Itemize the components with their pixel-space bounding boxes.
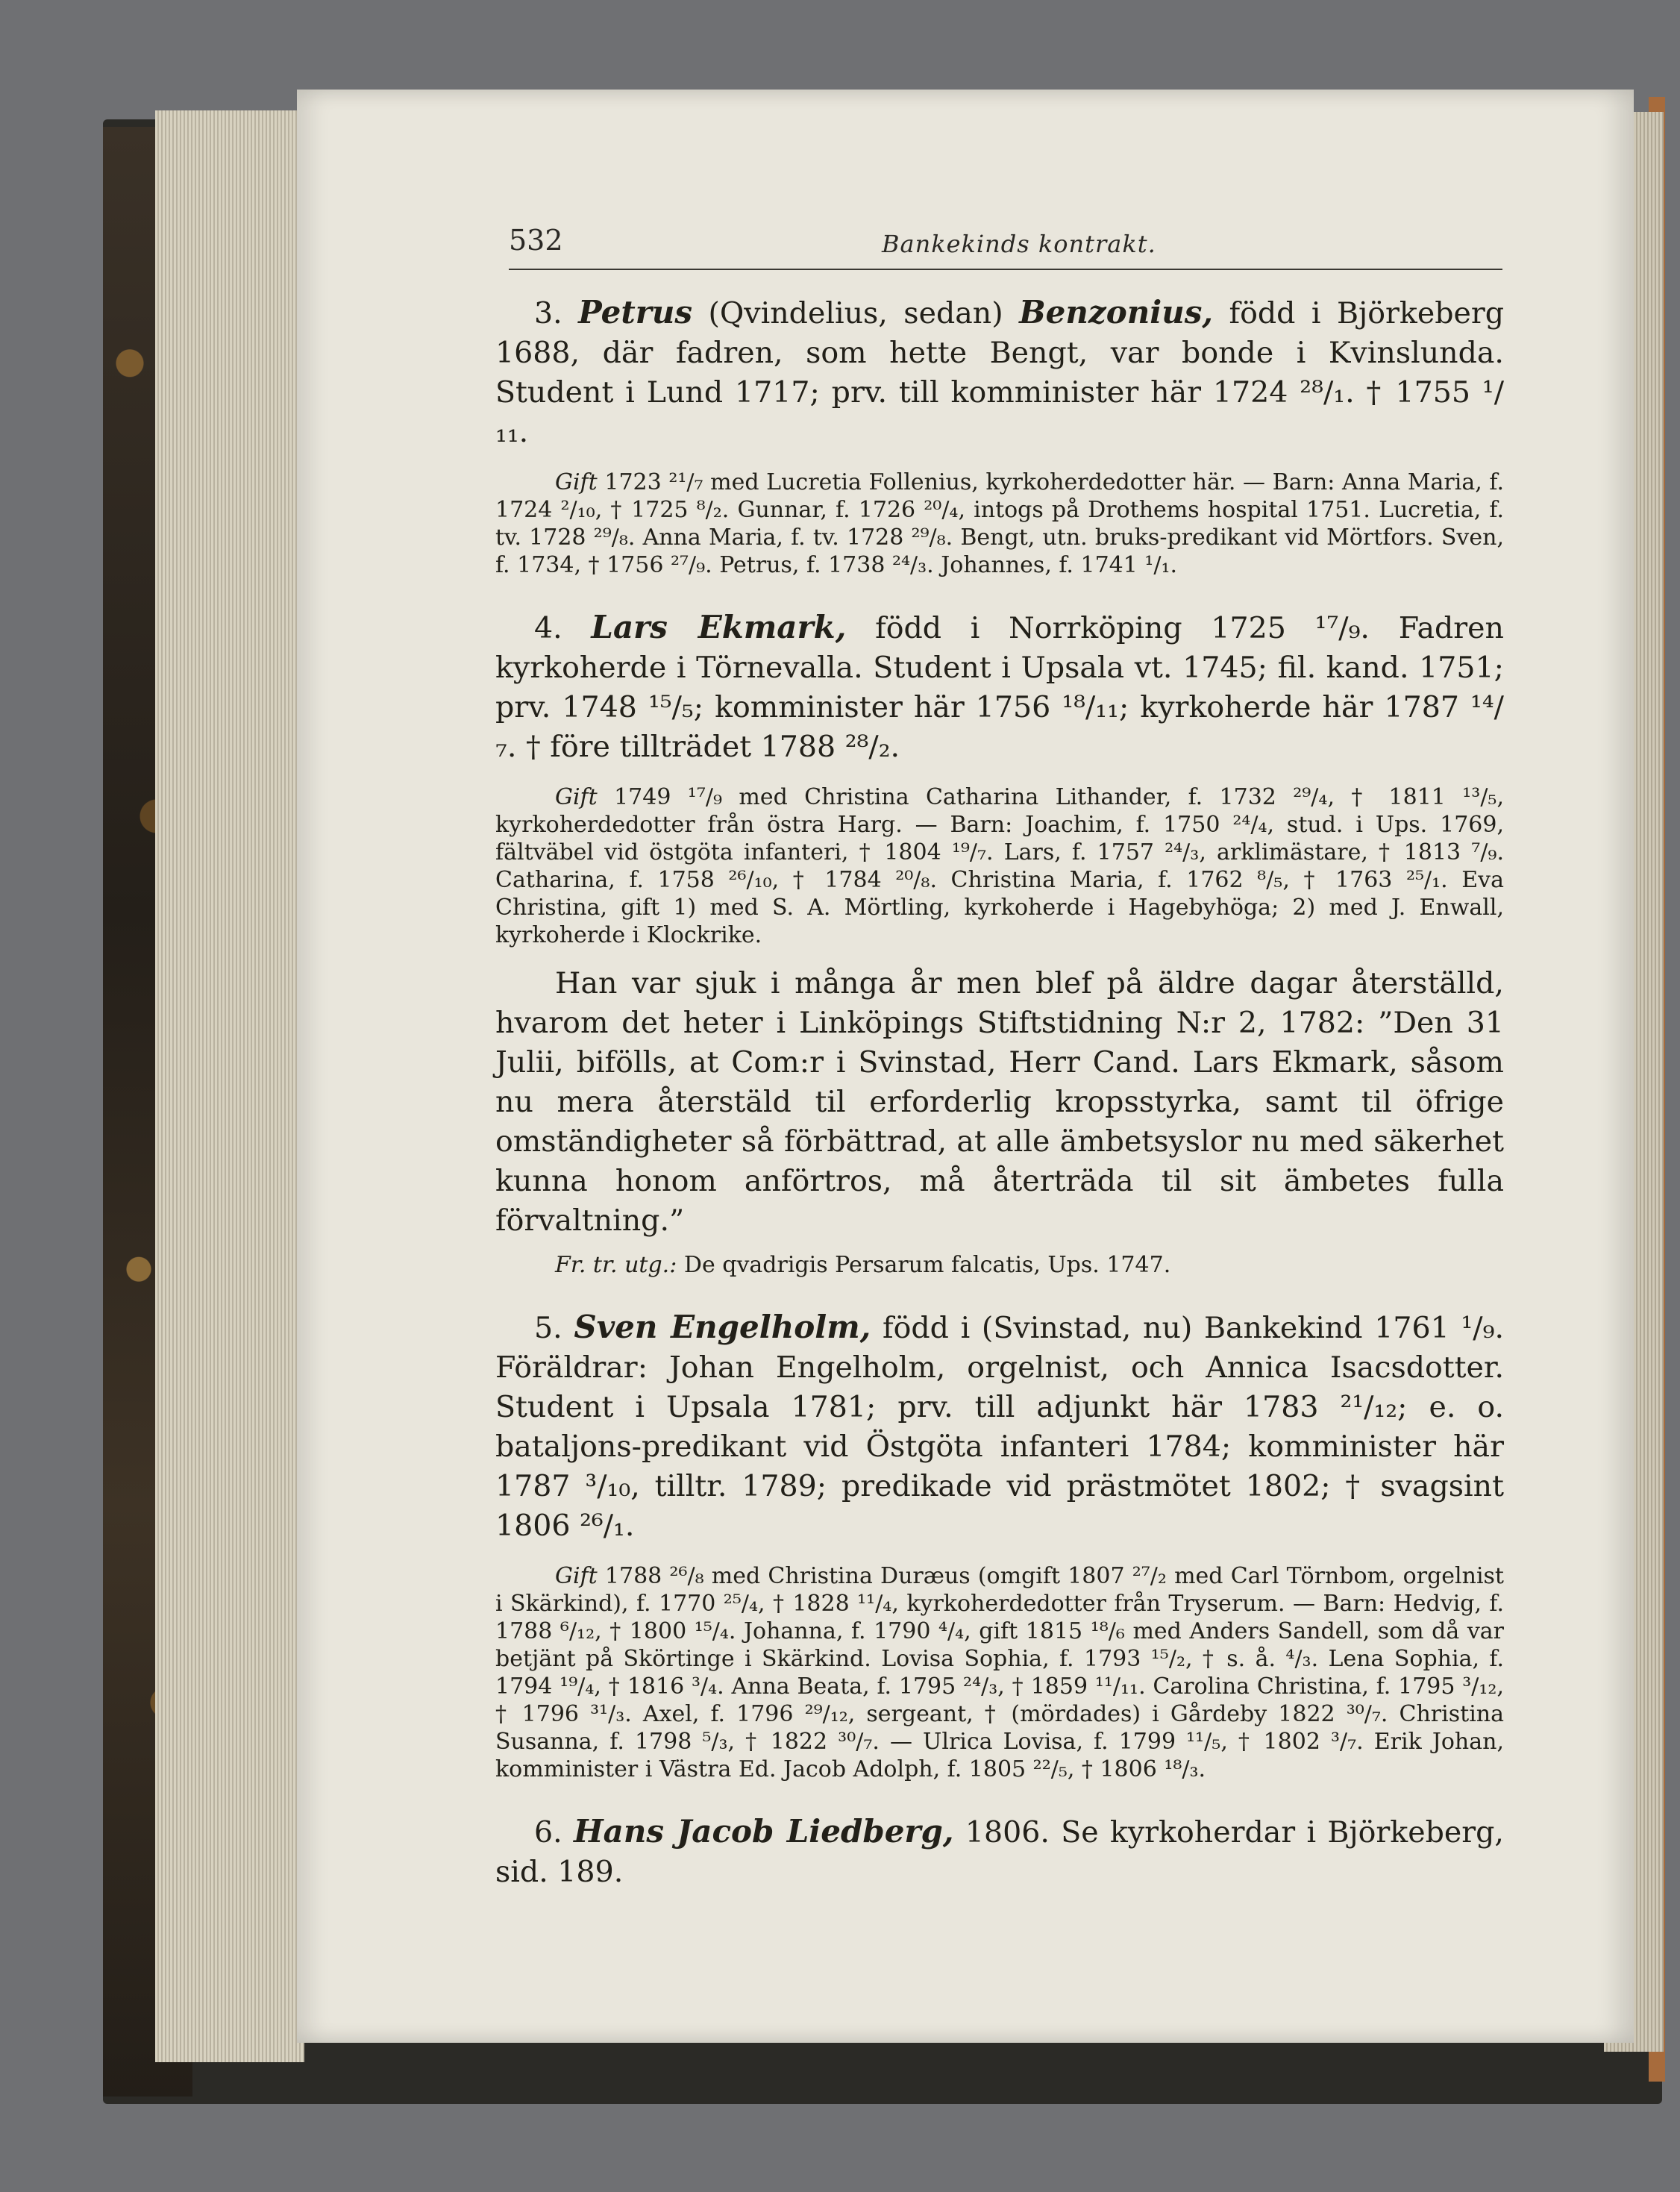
note-body: 1749 ¹⁷/₉ med Christina Catharina Lithander, f. 1732 ²⁹/₄, † 1811 ¹³/₅, kyrkoherdedotter från östra Harg. — Barn: Joachim, f. 1750 ²⁴/₄, stud. i Ups. 1769, fältväbel vid östgöta infanteri, † 1804 ¹⁹/₇. Lars, f. 1757 ²⁴/₃, arklimästare, † 1813 ⁷/₉. Catharina, f. 1758 ²⁶/₁₀, † 1784 ²⁰/₈. Christina Maria, f. 1762 ⁸/₅, † 1763 ²⁵/₁. Eva Christina, gift 1) med S. A. Mörtling, kyrkoherde i Hagebyhöga; 2) med J. Enwall, kyrkoherde i Klockrike. — [495, 784, 1504, 948]
entry-6 — [495, 1811, 1504, 1892]
entry-number: 4. — [534, 611, 562, 645]
running-title: Bankekinds kontrakt. — [882, 230, 1156, 258]
note-body: 1788 ²⁶/₈ med Christina Duræus (omgift 1807 ²⁷/₂ med Carl Törnbom, orgelnist i Skärkind), f. 1770 ²⁵/₄, † 1828 ¹¹/₄, kyrkoherdedotter från Tryserum. — Barn: Hedvig, f. 1788 ⁶/₁₂, † 1800 ¹⁵/₄. Johanna, f. 1790 ⁴/₄, gift 1815 ¹⁸/₆ med Anders Sandell, som då var betjänt på Skörtinge i Skärkind. Lovisa Sophia, f. 1793 ¹⁵/₂, † s. å. ⁴/₃. Lena Sophia, f. 1794 ¹⁹/₄, † 1816 ³/₄. Anna Beata, f. 1795 ²⁴/₃, † 1859 ¹¹/₁₁. Carolina Christina, f. 1795 ³/₁₂, † 1796 ³¹/₃. Axel, f. 1796 ²⁹/₁₂, sergeant, † (mördades) i Gårdeby 1822 ³⁰/₇. Christina Susanna, f. 1798 ⁵/₃, † 1822 ³⁰/₇. — Ulrica Lovisa, f. 1799 ¹¹/₅, † 1802 ³/₇. Erik Johan, komminister i Västra Ed. Jacob Adolph, f. 1805 ²²/₅, † 1806 ¹⁸/₃. — [495, 1563, 1504, 1782]
entry-text: (Qvindelius, sedan) — [708, 296, 1003, 331]
note-lead: Gift — [555, 784, 598, 810]
paragraph-text: Han var sjuk i många år men blef på äldre dagar återställd, hvarom det heter i Linköpings Stiftstidning N:r 2, 1782: ”Den 31 Julii, bifölls, at Com:r i Svinstad, Herr Cand. Lars Ekmark, såsom nu mera återstäld til erforderlig kropsstyrka, samt til öfrige omständigheter så förbättrad, at alle ämbetsyslor nu med säkerhet kunna honom anförtros, må återträda til sit ämbetes fulla förvaltning.” — [495, 966, 1504, 1238]
entry-body: född i Norrköping 1725 ¹⁷/₉. Fadren kyrkoherde i Törnevalla. Student i Upsala vt. 1745; fil. kand. 1751; prv. 1748 ¹⁵/₅; komminister här 1756 ¹⁸/₁₁; kyrkoherde här 1787 ¹⁴/₇. † före tillträdet 1788 ²⁸/₂. — [495, 611, 1504, 764]
entry-5-note — [495, 1562, 1504, 1783]
entry-3 — [495, 292, 1504, 452]
page-content — [495, 292, 1504, 1892]
note-body: 1723 ²¹/₇ med Lucretia Follenius, kyrkoherdedotter här. — Barn: Anna Maria, f. 1724 ²/₁₀, † 1725 ⁸/₂. Gunnar, f. 1726 ²⁰/₄, intogs på Drothems hospital 1751. Lucretia, f. tv. 1728 ²⁹/₈. Anna Maria, f. tv. 1728 ²⁹/₈. Bengt, utn. bruks-predikant vid Mörtfors. Sven, f. 1734, † 1756 ²⁷/₉. Petrus, f. 1738 ²⁴/₃. Johannes, f. 1741 ¹/₁. — [495, 469, 1504, 578]
entry-body: 1806. Se kyrkoherdar i Björkeberg, sid. 189. — [495, 1815, 1504, 1889]
note-lead: Gift — [555, 1563, 598, 1589]
entry-number: 5. — [534, 1311, 562, 1345]
publication-label: Fr. tr. utg.: — [555, 1252, 677, 1278]
publication-text: De qvadrigis Persarum falcatis, Ups. 1747. — [683, 1252, 1171, 1278]
page-number: 532 — [509, 224, 563, 257]
left-page-stack — [155, 110, 304, 2062]
entry-name: Lars Ekmark, — [591, 609, 847, 645]
entry-4-note — [495, 783, 1504, 949]
entry-3-note — [495, 469, 1504, 579]
entry-name: Petrus — [578, 294, 693, 331]
entry-number: 6. — [534, 1815, 562, 1850]
entry-name-2: Benzonius, — [1019, 294, 1214, 331]
entry-body: född i Björkeberg 1688, där fadren, som hette Bengt, var bonde i Kvinslunda. Student i Lund 1717; prv. till komminister här 1724 ²⁸/₁. † 1755 ¹/₁₁. — [495, 296, 1505, 449]
entry-number: 3. — [534, 296, 562, 331]
entry-body: född i (Svinstad, nu) Bankekind 1761 ¹/₉. Föräldrar: Johan Engelholm, orgelnist, och Annica Isacsdotter. Student i Upsala 1781; prv. till adjunkt här 1783 ²¹/₁₂; e. o. bataljons-predikant vid Östgöta infanteri 1784; komminister här 1787 ³/₁₀, tilltr. 1789; predikade vid prästmötet 1802; † svagsint 1806 ²⁶/₁. — [495, 1311, 1504, 1543]
entry-4 — [495, 607, 1504, 767]
note-lead: Gift — [555, 469, 598, 495]
entry-name: Sven Engelholm, — [574, 1309, 871, 1345]
entry-name: Hans Jacob Liedberg, — [573, 1813, 954, 1850]
page-header — [509, 224, 1502, 270]
entry-4-publication — [555, 1251, 1504, 1279]
entry-4-paragraph — [495, 964, 1504, 1241]
entry-5 — [495, 1307, 1504, 1546]
